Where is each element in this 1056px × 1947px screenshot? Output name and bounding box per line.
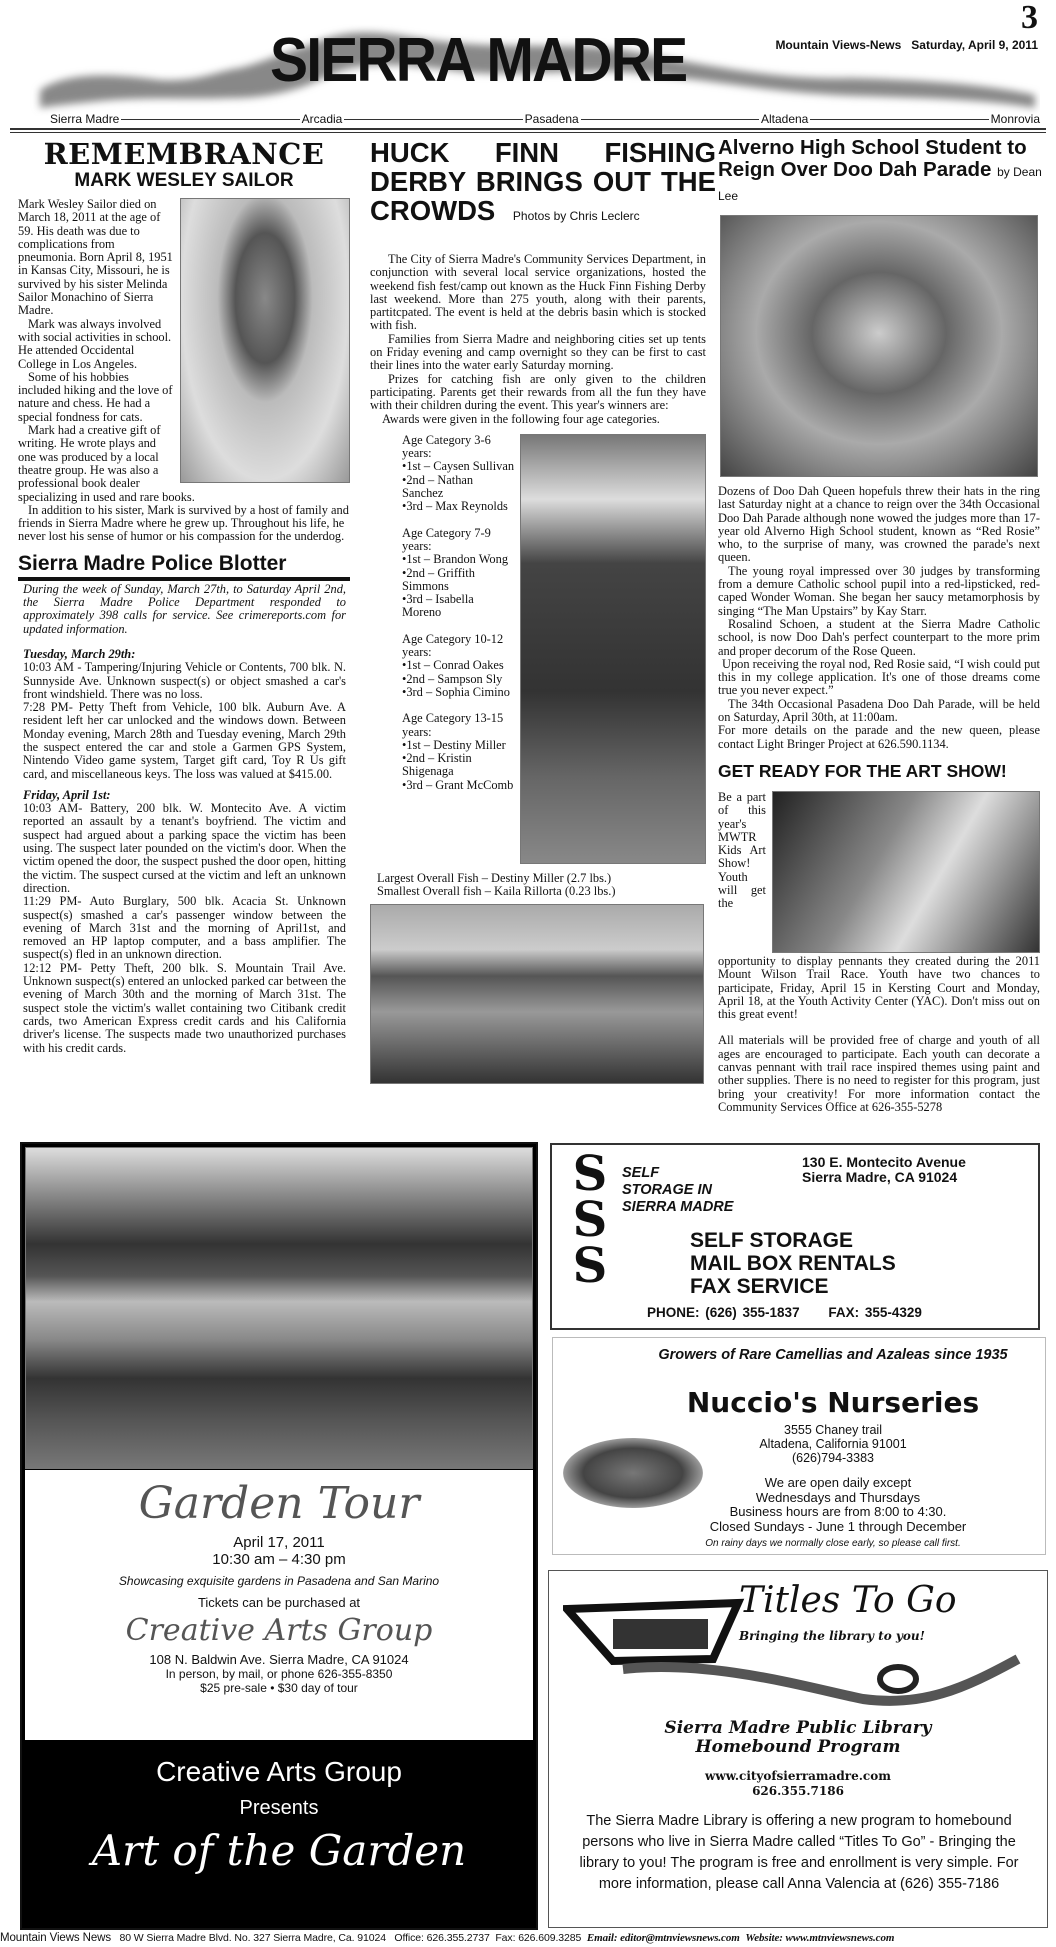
category-name: Age Category 10-12 years: (402, 631, 504, 660)
winner: •2nd – Griffith Simmons (402, 565, 475, 593)
city: Pasadena (524, 112, 579, 126)
service: MAIL BOX RENTALS (690, 1252, 896, 1275)
ticket-prices: $25 pre-sale • $30 day of tour (200, 1681, 358, 1695)
art-show-body (718, 791, 1040, 1114)
storage-address (802, 1155, 966, 1185)
blotter-date: Tuesday, March 29th: (23, 646, 136, 661)
nursery-hours (633, 1476, 1043, 1534)
headline-text: Alverno High School Student to Reign Over Doo Dah Parade (718, 136, 1027, 181)
paragraph: Be a part of this year's MWTR Kids Art Show! Youth will get the opportunity to display pennants they created during the 2011 Mount Wilson Trail Race. Youth have two chances to participate, Friday, April 15 in Kersting Court and Monday, April 18, at the Youth Activity Center (YAC). Don't miss out on this great event! (718, 789, 1040, 1022)
page-number: 3 (1021, 0, 1038, 36)
masthead-rule (10, 128, 1046, 133)
winner: •3rd – Sophia Cimino (402, 684, 510, 699)
nursery-address (693, 1423, 973, 1465)
org-contact: In person, by mail, or phone 626-355-8350 (165, 1667, 393, 1681)
service: SELF STORAGE (690, 1229, 853, 1252)
smallest-fish: Smallest Overall fish – Kaila Rillorta (0.23 lbs.) (377, 884, 616, 899)
paragraph: The young royal impressed over 30 judges by transforming from a demure Catholic school pupil into a red-lipsticked, red-caped Wonder Woman. She began her saucy metamorphosis by singing “The Man Upstairs” by Kay Starr. (718, 563, 1040, 618)
winner: •2nd – Sampson Sly (402, 671, 503, 686)
blotter-entry: 10:03 AM - Tampering/Injuring Vehicle or Contents, 700 blk. N. Sunnyside Ave. Unknown suspect(s) or object smashed a car's front windshield. There was no loss. (23, 660, 346, 701)
nursery-tagline: Growers of Rare Camellias and Azaleas since 1935 (658, 1347, 1008, 1363)
garden-tour-title: Garden Tour (138, 1478, 420, 1529)
name-line: SELF (622, 1165, 660, 1181)
age-category (402, 633, 516, 699)
paragraph: The City of Sierra Madre's Community Services Department, in conjunction with several local service organizations, hosted the weekend fish fest/camp out known as the Huck Finn Fishing Derby last weekend. More than 275 youth, along with their parents, partitcpated. The event is held at the debris basin which is stocked with fish. (370, 252, 706, 333)
blotter-entry: 7:28 PM- Petty Theft from Vehicle, 100 blk. Auburn Ave. A resident left her car unlocked and the windows down. Between Monday evening, March 28th and Tuesday evening, March 29th the suspect entered the car and stole a Garmen GPS System, Nintendo Video game system, Target gift card, Toy R Us gift card, and miscellaneous keys. The loss was valued at $415.00. (23, 700, 346, 781)
footer-email[interactable]: Email: editor@mtnviewsnews.com (586, 1932, 740, 1944)
footer-website[interactable]: Website: www.mtnviewsnews.com (745, 1932, 895, 1944)
publication-name: Mountain Views-News (775, 38, 902, 52)
name-line: SIERRA MADRE (622, 1199, 734, 1215)
portrait-photo (180, 198, 350, 483)
library-contact (549, 1769, 1047, 1799)
lake-crowd-photo (370, 904, 704, 1084)
masthead-title: SIERRA MADRE (270, 26, 687, 95)
deceased-name: MARK WESLEY SAILOR (74, 170, 294, 191)
paragraph: All materials will be provided free of charge and youth of all ages are encouraged to participate. Each youth can decorate a canvas pennant with trail race inspired themes using paint and other supplies. There is no need to register for this program, just bring your creativity! For more information contact the Community Services Office at 626-355-5278 (718, 1033, 1040, 1114)
paragraph: The 34th Occasional Pasadena Doo Dah Parade, will be held on Saturday, April 30th, at 11:00am. (718, 696, 1040, 725)
tour-tagline: Showcasing exquisite gardens in Pasadena and San Marino (118, 1574, 440, 1588)
name-line: STORAGE IN (622, 1182, 712, 1198)
sss-logo: SSS (572, 1146, 608, 1294)
category-name: Age Category 13-15 years: (402, 711, 504, 739)
footer-fax: Fax: 626.609.3285 (495, 1932, 582, 1944)
paragraph: Families from Sierra Madre and neighboring cities set up tents on Friday evening and camp overnight so they can be first to cast their lines into the water early Saturday morning. (370, 331, 706, 373)
service: FAX SERVICE (690, 1275, 829, 1298)
blotter-heading: Sierra Madre Police Blotter (18, 552, 350, 581)
category-name: Age Category 3-6 years: (402, 432, 491, 461)
kids-art-photo (772, 791, 1040, 953)
doo-dah-queen-photo (720, 215, 1038, 477)
left-column (18, 138, 350, 1055)
blotter-date: Friday, April 1st: (23, 787, 111, 802)
hours-line: Closed Sundays - June 1 through December (709, 1518, 967, 1534)
storage-services (690, 1229, 896, 1298)
blotter-entry: 11:29 PM- Auto Burglary, 500 blk. Acacia St. Unknown suspect(s) smashed a car's passenger window between the evening of March 31st and the morning of April1st, and removed an HP laptop computer, and a bass amplifier. The suspect(s) fled in an unknown direction. (23, 894, 346, 962)
article-headline (370, 138, 716, 231)
blotter-intro: During the week of Sunday, March 27th, to Saturday April 2nd, the Sierra Madre Police Department responded to approximately 398 calls for service. See crimereports.com for updated information. (23, 581, 346, 636)
blotter-entry: 10:03 AM- Battery, 200 blk. W. Montecito Ave. A victim reported an assault by a tenant's boyfriend. The victim and suspect had argued about a parking space the victim has been using. The suspect later pounded on the victim's door. When the victim opened the door, the suspect pushed the door open, hitting the victim. The suspect cursed at the victim and left an unknown direction. (23, 801, 346, 895)
category-name: Age Category 7-9 years: (402, 525, 491, 553)
city-line (50, 112, 1040, 126)
paragraph: Prizes for catching fish are only given to the children participating. Parents get their rewards from all the fun they have with their children during the event. This year's winners are: (370, 371, 706, 413)
paragraph: In addition to his sister, Mark is survived by a host of family and friends in Sierra Madre where he grew up. Throughout his life, he never lost his sense of humor or his compassion for the underdog. (18, 502, 349, 544)
library-program (549, 1719, 1047, 1757)
storage-contact (647, 1305, 922, 1321)
huck-finn-article (370, 137, 716, 1084)
address-line: 130 E. Montecito Avenue (802, 1154, 966, 1170)
hours-line: We are open daily except (764, 1475, 912, 1490)
tour-time: 10:30 am – 4:30 pm (212, 1551, 346, 1568)
event-title: Art of the Garden (91, 1826, 467, 1875)
winner: •3rd – Grant McComb (402, 777, 514, 792)
child-with-fish-photo (520, 434, 706, 864)
presenter-name: Creative Arts Group (156, 1756, 402, 1787)
paragraph: Mark Wesley Sailor died on March 18, 2011 at the age of 59. His death was due to complications from pneumonia. Born April 8, 1951 in Kansas City, Missouri, he is survived by his sister Melinda Sailor Monachino of Sierra Madre. (18, 197, 173, 318)
fax: FAX: 355-4329 (828, 1305, 922, 1320)
blotter-entry: 12:12 PM- Petty Theft, 200 blk. S. Mountain Trail Ave. Unknown suspect(s) entered an unlocked parked car between the evening of March 30th and the morning of March 31st. The suspect stole the victim's wallet containing two Citibank credit cards, two American Express credit cards and his California driver's license. The suspects made two unauthorized purchases with his credit cards. (23, 960, 346, 1055)
overall-fish-results (370, 872, 706, 899)
titles-to-go-subtitle: Bringing the library to you! (739, 1629, 925, 1643)
footer-office: Office: 626.355.2737 (394, 1932, 490, 1944)
program-line: Sierra Madre Public Library (664, 1718, 932, 1738)
winner: •3rd – Max Reynolds (402, 499, 508, 514)
footer-address: 80 W Sierra Madre Blvd. No. 327 Sierra Madre, Ca. 91024 (119, 1932, 386, 1944)
winner: •1st – Destiny Miller (402, 737, 506, 752)
city: Arcadia (301, 112, 343, 126)
publication-date-line (775, 38, 1038, 52)
largest-fish: Largest Overall Fish – Destiny Miller (2.7 lbs.) (377, 870, 612, 885)
article-headline (718, 137, 1048, 207)
age-category (402, 712, 516, 792)
winner: •3rd – Isabella Moreno (402, 592, 474, 620)
footer-publication: Mountain Views News (0, 1932, 112, 1944)
headline-text: HUCK FINN FISHING DERBY BRINGS OUT THE CROWDS (370, 137, 716, 226)
address-line: Altadena, California 91001 (759, 1437, 907, 1451)
address-line: Sierra Madre, CA 91024 (802, 1169, 958, 1185)
hours-line: Wednesdays and Thursdays (755, 1489, 921, 1505)
city: Altadena (760, 112, 809, 126)
tickets-text: Tickets can be purchased at (197, 1595, 361, 1610)
remembrance-article (18, 138, 350, 544)
nursery-note: On rainy days we normally close early, so please call first. (705, 1538, 961, 1549)
paragraph: Dozens of Doo Dah Queen hopefuls threw their hats in the ring last Saturday night at a chance to reign over the 34th Occasional Doo Dah Parade although none wowed the judges more than 17-year old Alverno High School student, known as “Red Rosie” who, to the surprise of many, was crowned the parade's next queen. (718, 484, 1040, 565)
titles-to-go-title: Titles To Go (739, 1580, 957, 1621)
address-line: 3555 Chaney trail (784, 1423, 882, 1437)
address-line: (626)794-3383 (791, 1451, 874, 1465)
winner: •1st – Conrad Oakes (402, 658, 504, 673)
footer (0, 1931, 1056, 1945)
garden-tour-ad (20, 1142, 538, 1930)
library-phone: 626.355.7186 (752, 1784, 844, 1798)
age-categories-list (402, 434, 516, 792)
paragraph: Awards were given in the following four age categories. (382, 411, 660, 426)
org-address: 108 N. Baldwin Ave. Sierra Madre, CA 91024 (149, 1652, 409, 1667)
titles-to-go-ad (548, 1570, 1048, 1928)
hours-line: Business hours are from 8:00 to 4:30. (729, 1504, 947, 1519)
phone: PHONE: (626) 355-1837 (647, 1305, 800, 1320)
winner: •1st – Brandon Wong (402, 552, 509, 567)
paragraph: Mark was always involved with social activities in school. He attended Occidental College in Los Angeles. (18, 316, 172, 371)
city: Sierra Madre (50, 112, 120, 126)
photo-credit: Photos by Chris Leclerc (512, 209, 640, 223)
org-script-logo: Creative Arts Group (125, 1613, 433, 1648)
tour-date: April 17, 2011 (233, 1534, 325, 1551)
paragraph: Upon receiving the royal nod, Red Rosie said, “I wish could put this in my college application. It's one of those dreams come true you never expect.” (718, 656, 1040, 698)
winner: •2nd – Kristin Shigenaga (402, 751, 472, 779)
police-blotter (18, 552, 350, 1055)
nursery-name: Nuccio's Nurseries (686, 1386, 980, 1419)
doo-dah-body (718, 485, 1040, 751)
byline: by Dean Lee (718, 165, 1042, 203)
winner: •2nd – Nathan Sanchez (402, 472, 474, 501)
program-line: Homebound Program (695, 1737, 901, 1757)
issue-date: Saturday, April 9, 2011 (911, 38, 1038, 52)
storage-name (622, 1165, 733, 1216)
presents-label: Presents (239, 1797, 319, 1819)
nuccio-nurseries-ad (552, 1337, 1046, 1555)
paragraph: Some of his hobbies included hiking and the love of nature and chess. He had a special fondness for cats. (18, 369, 173, 424)
paragraph: Mark had a creative gift of writing. He wrote plays and one was produced by a local theatre group. He was also a professional book dealer specializing in used and rare books. (18, 423, 195, 504)
library-website[interactable]: www.cityofsierramadre.com (705, 1769, 891, 1783)
age-category (402, 527, 516, 620)
remembrance-heading: REMEMBRANCE (43, 137, 325, 171)
age-category (402, 434, 516, 514)
paragraph: For more details on the parade and the new queen, please contact Light Bringer Project at 626.590.1134. (718, 723, 1040, 751)
garden-pond-photo (25, 1147, 533, 1469)
art-show-heading: GET READY FOR THE ART SHOW! (718, 760, 1007, 781)
winners-row (370, 434, 706, 864)
self-storage-ad (550, 1143, 1040, 1330)
library-body: The Sierra Madre Library is offering a new program to homebound persons who live in Sierra Madre called “Titles To Go” - Bringing the library to you! The program is free and enrollment is very simple. For more information, please call Anna Valencia at (626) 355-7186 (579, 1813, 1019, 1892)
right-column (718, 137, 1040, 1114)
winner: •1st – Caysen Sullivan (402, 459, 515, 474)
city: Monrovia (990, 112, 1041, 126)
paragraph: Rosalind Schoen, a student at the Sierra Madre Catholic school, is now Doo Dah's perfect counterpart to the more prim and proper decorum of the Rose Queen. (718, 616, 1040, 658)
